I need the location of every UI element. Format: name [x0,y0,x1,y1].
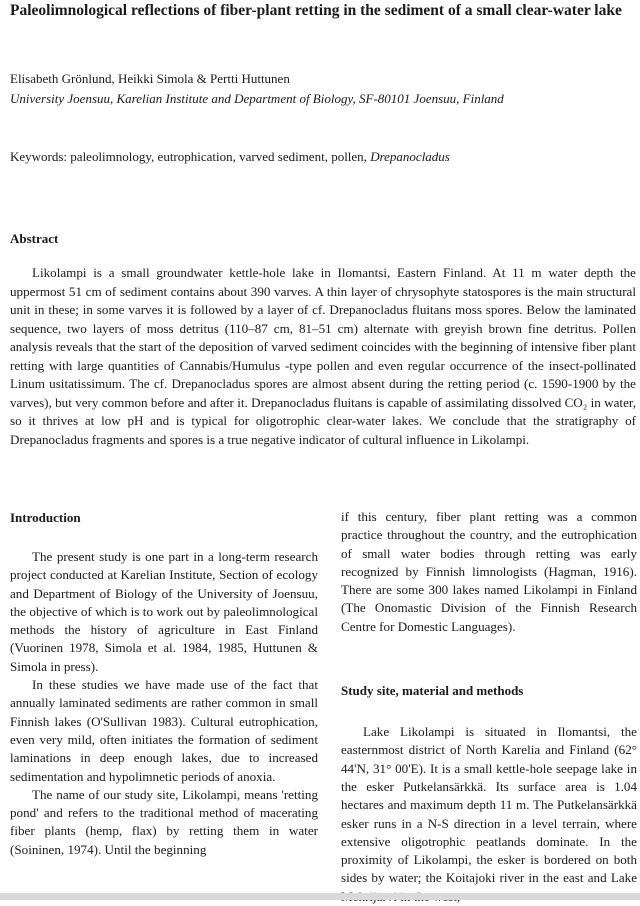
right-column [341,508,637,906]
study-site-paragraph: Lake Likolampi is situated in Ilomantsi, the easternmost district of North Karelia and Finland (62° 44'N, 31° 00'E). It is a small kettle-hole seepage lake in the esker Putkelansärkkä. Its surface area is 1.04 hectares and maximum depth 11 m. The Putkelansärkkä esker runs in a N-S direction in a level terrain, where extensive oligotrophic peatlands dominate. In the proximity of Likolampi, the esker is bordered on both sides by water; the Koitajoki river in the east and Lake [341,724,637,886]
abstract-heading: Abstract [10,231,59,246]
intro-paragraph-1: The present study is one part in a long-term research project conducted at Karelian Institute, Section of ecology and Department of Biology of the University of Joensuu, the objective of which is to work out by paleolimnological methods the history of agriculture in East Finland (Vuorinen 1978, Simola et al. 1984, 1985, Huttunen & Simola in press). [10,549,318,674]
intro-paragraph-2: In these studies we have made use of the fact that annually laminated sediments are rather common in small Finnish lakes (O'Sullivan 1983). Cultural eutrophication, even very mild, often initiates the formation of sediment laminations in deep enough lakes, due to increased sedimentation and hypolimnetic periods of anoxia. [10,677,318,784]
author-list: Elisabeth Grönlund, Heikki Simola & Pertti Huttunen [10,71,290,86]
scan-edge [0,893,640,900]
abstract-body: Likolampi is a small groundwater kettle-hole lake in Ilomantsi, Eastern Finland. At 11 m water depth the uppermost 51 cm of sediment contains about 390 varves. A thin layer of chrysophyte statospores is the main structural unit in these; in some varves it is followed by a layer of cf. Drepanocladus fluitans moss spores. Below the laminated sequence, two layers of moss detritus (110–87 cm, 81–51 cm) alternate with greyish brown fine detritus. Pollen analysis reveals that the start of the deposition of varved sediment coincides with the beginning of intensive fiber plant retting with large quantities of Cannabis/Humulus -type pollen and even regular occurrence of the insect-pollinated Linum usitatissimum. The cf. Drepanocladus spores are almost absent during the retting period (c. 1590-1900 by the varves), but very common before and after it. Drepanocladus fluitans is capable of assimilating dissolved CO₂ in water, so it thrives at low pH and is typical for oligotrophic clear-water lakes. We conclude that the stratigraphy of Drepanocladus fragments and spores is a true negative indicator of cultural influence in Likolampi. [10,265,636,447]
keywords-line [10,147,450,166]
paper-title: Paleolimnological reflections of fiber-plant retting in the sediment of a small clear-water lake [10,2,622,19]
keywords-italic-term: Drepanocladus [370,149,450,164]
keywords-text: Keywords: paleolimnology, eutrophication, varved sediment, pollen, [10,149,371,164]
study-site-heading: Study site, material and methods [341,683,524,699]
intro-continued-paragraph: if this century, fiber plant retting was a common practice throughout the country, and the eutrophication of small water bodies through retting was early recognized by Finnish limnologists (Hagman, 1916). There are some 300 lakes named Likolampi in Finland (The Onomastic Division of the Finnish Research Centre for Domestic Languages). [341,509,637,634]
introduction-heading: Introduction [10,510,81,525]
intro-paragraph-3: The name of our study site, Likolampi, means 'retting pond' and refers to the traditional method of macerating fiber plants (hemp, flax) by retting them in water (Soininen, 1974). Until the beginning [10,786,318,857]
affiliation: University Joensuu, Karelian Institute and Department of Biology, SF-80101 Joensuu, Finland [10,91,504,106]
left-column [10,508,318,859]
